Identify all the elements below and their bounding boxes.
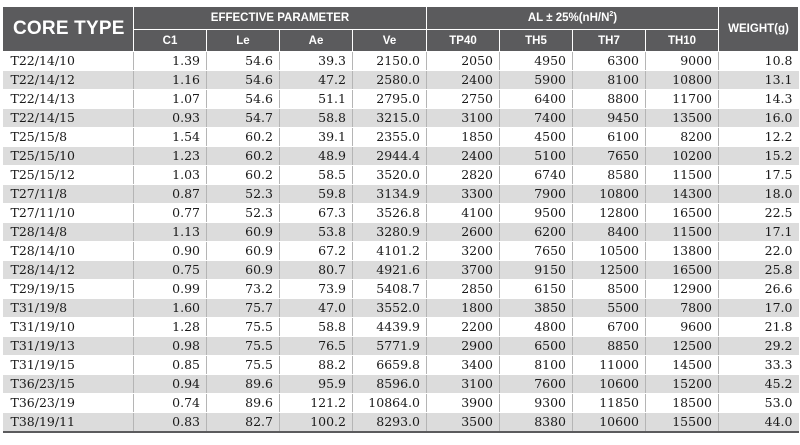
- tp40-cell: 3500: [427, 413, 500, 433]
- weight-cell: 29.2: [719, 337, 799, 356]
- c1-cell: 1.60: [134, 299, 207, 318]
- table-row: [3, 280, 799, 299]
- c1-cell: 0.94: [134, 375, 207, 394]
- ve-cell: 3520.0: [353, 166, 427, 185]
- core-type-cell: T27/11/10: [3, 204, 134, 223]
- th7-cell: 10500: [573, 242, 646, 261]
- c1-cell: 0.90: [134, 242, 207, 261]
- table-row: [3, 318, 799, 337]
- table-row: [3, 394, 799, 413]
- th10-cell: 15500: [646, 413, 719, 433]
- tp40-cell: 2400: [427, 147, 500, 166]
- table-row: [3, 90, 799, 109]
- th10-cell: 13800: [646, 242, 719, 261]
- weight-cell: 44.0: [719, 413, 799, 433]
- ve-cell: 5408.7: [353, 280, 427, 299]
- weight-cell: 13.1: [719, 71, 799, 90]
- le-cell: 75.5: [207, 337, 280, 356]
- th7-cell: 8800: [573, 90, 646, 109]
- table-row: [3, 375, 799, 394]
- ve-cell: 5771.9: [353, 337, 427, 356]
- tp40-cell: 2050: [427, 52, 500, 71]
- le-cell: 60.9: [207, 261, 280, 280]
- ae-cell: 39.1: [280, 128, 353, 147]
- c1-cell: 0.74: [134, 394, 207, 413]
- core-type-cell: T36/23/19: [3, 394, 134, 413]
- le-cell: 54.6: [207, 52, 280, 71]
- le-cell: 60.9: [207, 223, 280, 242]
- c1-header: C1: [134, 30, 207, 52]
- th7-cell: 10800: [573, 185, 646, 204]
- c1-cell: 0.77: [134, 204, 207, 223]
- table-row: [3, 147, 799, 166]
- th10-cell: 10800: [646, 71, 719, 90]
- weight-cell: 17.1: [719, 223, 799, 242]
- table-row: [3, 128, 799, 147]
- th10-cell: 15200: [646, 375, 719, 394]
- th10-cell: 14300: [646, 185, 719, 204]
- le-cell: 75.7: [207, 299, 280, 318]
- c1-cell: 0.87: [134, 185, 207, 204]
- ve-cell: 6659.8: [353, 356, 427, 375]
- ae-cell: 67.3: [280, 204, 353, 223]
- le-cell: 75.5: [207, 356, 280, 375]
- th10-cell: 11500: [646, 223, 719, 242]
- th5-cell: 7900: [500, 185, 573, 204]
- th5-cell: 6740: [500, 166, 573, 185]
- al-header: [427, 7, 719, 30]
- ae-cell: 39.3: [280, 52, 353, 71]
- le-cell: 60.9: [207, 242, 280, 261]
- table-row: [3, 166, 799, 185]
- core-type-cell: T22/14/15: [3, 109, 134, 128]
- th7-cell: 10600: [573, 375, 646, 394]
- th5-cell: 9150: [500, 261, 573, 280]
- c1-cell: 0.83: [134, 413, 207, 433]
- c1-cell: 1.03: [134, 166, 207, 185]
- ae-cell: 47.0: [280, 299, 353, 318]
- ae-cell: 53.8: [280, 223, 353, 242]
- th5-cell: 6500: [500, 337, 573, 356]
- weight-cell: 53.0: [719, 394, 799, 413]
- th7-header: TH7: [573, 30, 646, 52]
- weight-cell: 25.8: [719, 261, 799, 280]
- tp40-cell: 2400: [427, 71, 500, 90]
- th7-cell: 7650: [573, 147, 646, 166]
- ae-cell: 58.8: [280, 318, 353, 337]
- th10-cell: 8200: [646, 128, 719, 147]
- le-cell: 54.6: [207, 90, 280, 109]
- weight-cell: 22.5: [719, 204, 799, 223]
- core-type-cell: T38/19/11: [3, 413, 134, 433]
- th10-cell: 11500: [646, 166, 719, 185]
- weight-cell: 17.0: [719, 299, 799, 318]
- table-row: [3, 337, 799, 356]
- ve-cell: 8596.0: [353, 375, 427, 394]
- tp40-cell: 3700: [427, 261, 500, 280]
- table-row: [3, 356, 799, 375]
- th10-cell: 12500: [646, 337, 719, 356]
- th10-cell: 9600: [646, 318, 719, 337]
- th5-cell: 7650: [500, 242, 573, 261]
- table-row: [3, 413, 799, 433]
- le-cell: 54.7: [207, 109, 280, 128]
- th7-cell: 6700: [573, 318, 646, 337]
- effective-parameter-header: EFFECTIVE PARAMETER: [134, 7, 427, 30]
- th5-cell: 5900: [500, 71, 573, 90]
- tp40-cell: 2200: [427, 318, 500, 337]
- core-type-cell: T25/15/8: [3, 128, 134, 147]
- th5-cell: 9300: [500, 394, 573, 413]
- weight-cell: 22.0: [719, 242, 799, 261]
- th10-header: TH10: [646, 30, 719, 52]
- core-type-cell: T25/15/10: [3, 147, 134, 166]
- table-row: [3, 52, 799, 71]
- core-type-cell: T31/19/15: [3, 356, 134, 375]
- weight-cell: 16.0: [719, 109, 799, 128]
- core-type-cell: T28/14/8: [3, 223, 134, 242]
- c1-cell: 0.75: [134, 261, 207, 280]
- le-cell: 75.5: [207, 318, 280, 337]
- weight-cell: 12.2: [719, 128, 799, 147]
- th10-cell: 14500: [646, 356, 719, 375]
- ve-cell: 2580.0: [353, 71, 427, 90]
- th7-cell: 12800: [573, 204, 646, 223]
- le-cell: 60.2: [207, 147, 280, 166]
- th10-cell: 16500: [646, 204, 719, 223]
- ve-cell: 3526.8: [353, 204, 427, 223]
- weight-cell: 33.3: [719, 356, 799, 375]
- th5-cell: 7400: [500, 109, 573, 128]
- th5-cell: 6150: [500, 280, 573, 299]
- core-type-cell: T25/15/12: [3, 166, 134, 185]
- th10-cell: 7800: [646, 299, 719, 318]
- ae-cell: 58.5: [280, 166, 353, 185]
- tp40-cell: 3900: [427, 394, 500, 413]
- ae-cell: 67.2: [280, 242, 353, 261]
- th7-cell: 8850: [573, 337, 646, 356]
- ve-cell: 4439.9: [353, 318, 427, 337]
- table-header: [3, 7, 799, 52]
- core-type-cell: T22/14/12: [3, 71, 134, 90]
- header-group-row: [3, 7, 799, 30]
- th10-cell: 9000: [646, 52, 719, 71]
- le-cell: 52.3: [207, 185, 280, 204]
- le-cell: 73.2: [207, 280, 280, 299]
- ve-cell: 2150.0: [353, 52, 427, 71]
- ae-cell: 51.1: [280, 90, 353, 109]
- c1-cell: 0.85: [134, 356, 207, 375]
- ve-cell: 2944.4: [353, 147, 427, 166]
- table-row: [3, 242, 799, 261]
- table-row: [3, 299, 799, 318]
- th7-cell: 6300: [573, 52, 646, 71]
- th5-cell: 9500: [500, 204, 573, 223]
- core-type-header: CORE TYPE: [3, 7, 134, 52]
- tp40-cell: 2600: [427, 223, 500, 242]
- ae-cell: 88.2: [280, 356, 353, 375]
- ae-header: Ae: [280, 30, 353, 52]
- th5-cell: 4950: [500, 52, 573, 71]
- ae-cell: 73.9: [280, 280, 353, 299]
- tp40-cell: 1800: [427, 299, 500, 318]
- weight-cell: 26.6: [719, 280, 799, 299]
- core-spec-table-container: [2, 6, 798, 433]
- c1-cell: 1.39: [134, 52, 207, 71]
- c1-cell: 1.28: [134, 318, 207, 337]
- core-type-cell: T29/19/15: [3, 280, 134, 299]
- weight-cell: 15.2: [719, 147, 799, 166]
- th5-cell: 8100: [500, 356, 573, 375]
- table-row: [3, 71, 799, 90]
- core-type-cell: T28/14/10: [3, 242, 134, 261]
- core-type-cell: T31/19/13: [3, 337, 134, 356]
- th7-cell: 8500: [573, 280, 646, 299]
- th7-cell: 12500: [573, 261, 646, 280]
- table-row: [3, 109, 799, 128]
- tp40-cell: 3100: [427, 109, 500, 128]
- core-type-cell: T27/11/8: [3, 185, 134, 204]
- th7-cell: 5500: [573, 299, 646, 318]
- ae-cell: 58.8: [280, 109, 353, 128]
- core-type-cell: T28/14/12: [3, 261, 134, 280]
- th10-cell: 13500: [646, 109, 719, 128]
- th10-cell: 10200: [646, 147, 719, 166]
- le-cell: 60.2: [207, 128, 280, 147]
- th5-cell: 8380: [500, 413, 573, 433]
- c1-cell: 0.93: [134, 109, 207, 128]
- weight-cell: 45.2: [719, 375, 799, 394]
- ae-cell: 80.7: [280, 261, 353, 280]
- al-header-superscript: 2: [609, 11, 614, 19]
- table-row: [3, 204, 799, 223]
- weight-cell: 14.3: [719, 90, 799, 109]
- c1-cell: 0.98: [134, 337, 207, 356]
- ae-cell: 76.5: [280, 337, 353, 356]
- th10-cell: 16500: [646, 261, 719, 280]
- th7-cell: 8400: [573, 223, 646, 242]
- th10-cell: 12900: [646, 280, 719, 299]
- le-cell: 89.6: [207, 375, 280, 394]
- le-cell: 82.7: [207, 413, 280, 433]
- le-header: Le: [207, 30, 280, 52]
- c1-cell: 1.16: [134, 71, 207, 90]
- table-row: [3, 185, 799, 204]
- th7-cell: 8100: [573, 71, 646, 90]
- ae-cell: 100.2: [280, 413, 353, 433]
- tp40-cell: 2850: [427, 280, 500, 299]
- ve-cell: 4921.6: [353, 261, 427, 280]
- ve-cell: 2795.0: [353, 90, 427, 109]
- th5-cell: 4800: [500, 318, 573, 337]
- tp40-header: TP40: [427, 30, 500, 52]
- th5-cell: 7600: [500, 375, 573, 394]
- th10-cell: 11700: [646, 90, 719, 109]
- th5-cell: 5100: [500, 147, 573, 166]
- ae-cell: 59.8: [280, 185, 353, 204]
- ve-cell: 10864.0: [353, 394, 427, 413]
- th5-header: TH5: [500, 30, 573, 52]
- tp40-cell: 3300: [427, 185, 500, 204]
- c1-cell: 1.13: [134, 223, 207, 242]
- th7-cell: 10600: [573, 413, 646, 433]
- ae-cell: 47.2: [280, 71, 353, 90]
- th7-cell: 11000: [573, 356, 646, 375]
- th5-cell: 6200: [500, 223, 573, 242]
- th7-cell: 6100: [573, 128, 646, 147]
- core-type-cell: T31/19/8: [3, 299, 134, 318]
- th5-cell: 3850: [500, 299, 573, 318]
- tp40-cell: 3100: [427, 375, 500, 394]
- th5-cell: 6400: [500, 90, 573, 109]
- core-type-cell: T36/23/15: [3, 375, 134, 394]
- le-cell: 52.3: [207, 204, 280, 223]
- ve-cell: 3280.9: [353, 223, 427, 242]
- weight-cell: 18.0: [719, 185, 799, 204]
- tp40-cell: 2820: [427, 166, 500, 185]
- table-row: [3, 223, 799, 242]
- c1-cell: 1.23: [134, 147, 207, 166]
- weight-cell: 10.8: [719, 52, 799, 71]
- weight-header: WEIGHT(g): [719, 7, 799, 52]
- ve-cell: 3134.9: [353, 185, 427, 204]
- c1-cell: 1.07: [134, 90, 207, 109]
- table-body: [3, 52, 799, 433]
- th5-cell: 4500: [500, 128, 573, 147]
- al-header-close: ): [613, 12, 618, 24]
- tp40-cell: 3400: [427, 356, 500, 375]
- th7-cell: 8580: [573, 166, 646, 185]
- ve-header: Ve: [353, 30, 427, 52]
- th7-cell: 11850: [573, 394, 646, 413]
- le-cell: 60.2: [207, 166, 280, 185]
- weight-cell: 21.8: [719, 318, 799, 337]
- ve-cell: 3552.0: [353, 299, 427, 318]
- le-cell: 54.6: [207, 71, 280, 90]
- le-cell: 89.6: [207, 394, 280, 413]
- core-type-cell: T22/14/13: [3, 90, 134, 109]
- weight-cell: 17.5: [719, 166, 799, 185]
- tp40-cell: 1850: [427, 128, 500, 147]
- tp40-cell: 2750: [427, 90, 500, 109]
- c1-cell: 1.54: [134, 128, 207, 147]
- core-type-cell: T31/19/10: [3, 318, 134, 337]
- core-spec-table: [2, 6, 799, 433]
- tp40-cell: 3200: [427, 242, 500, 261]
- th7-cell: 9450: [573, 109, 646, 128]
- ve-cell: 2355.0: [353, 128, 427, 147]
- ae-cell: 121.2: [280, 394, 353, 413]
- th10-cell: 18500: [646, 394, 719, 413]
- ve-cell: 4101.2: [353, 242, 427, 261]
- al-header-text: AL ± 25%(nH/N: [527, 12, 610, 24]
- ve-cell: 3215.0: [353, 109, 427, 128]
- c1-cell: 0.99: [134, 280, 207, 299]
- ae-cell: 95.9: [280, 375, 353, 394]
- tp40-cell: 2900: [427, 337, 500, 356]
- core-type-cell: T22/14/10: [3, 52, 134, 71]
- ve-cell: 8293.0: [353, 413, 427, 433]
- table-row: [3, 261, 799, 280]
- tp40-cell: 4100: [427, 204, 500, 223]
- ae-cell: 48.9: [280, 147, 353, 166]
